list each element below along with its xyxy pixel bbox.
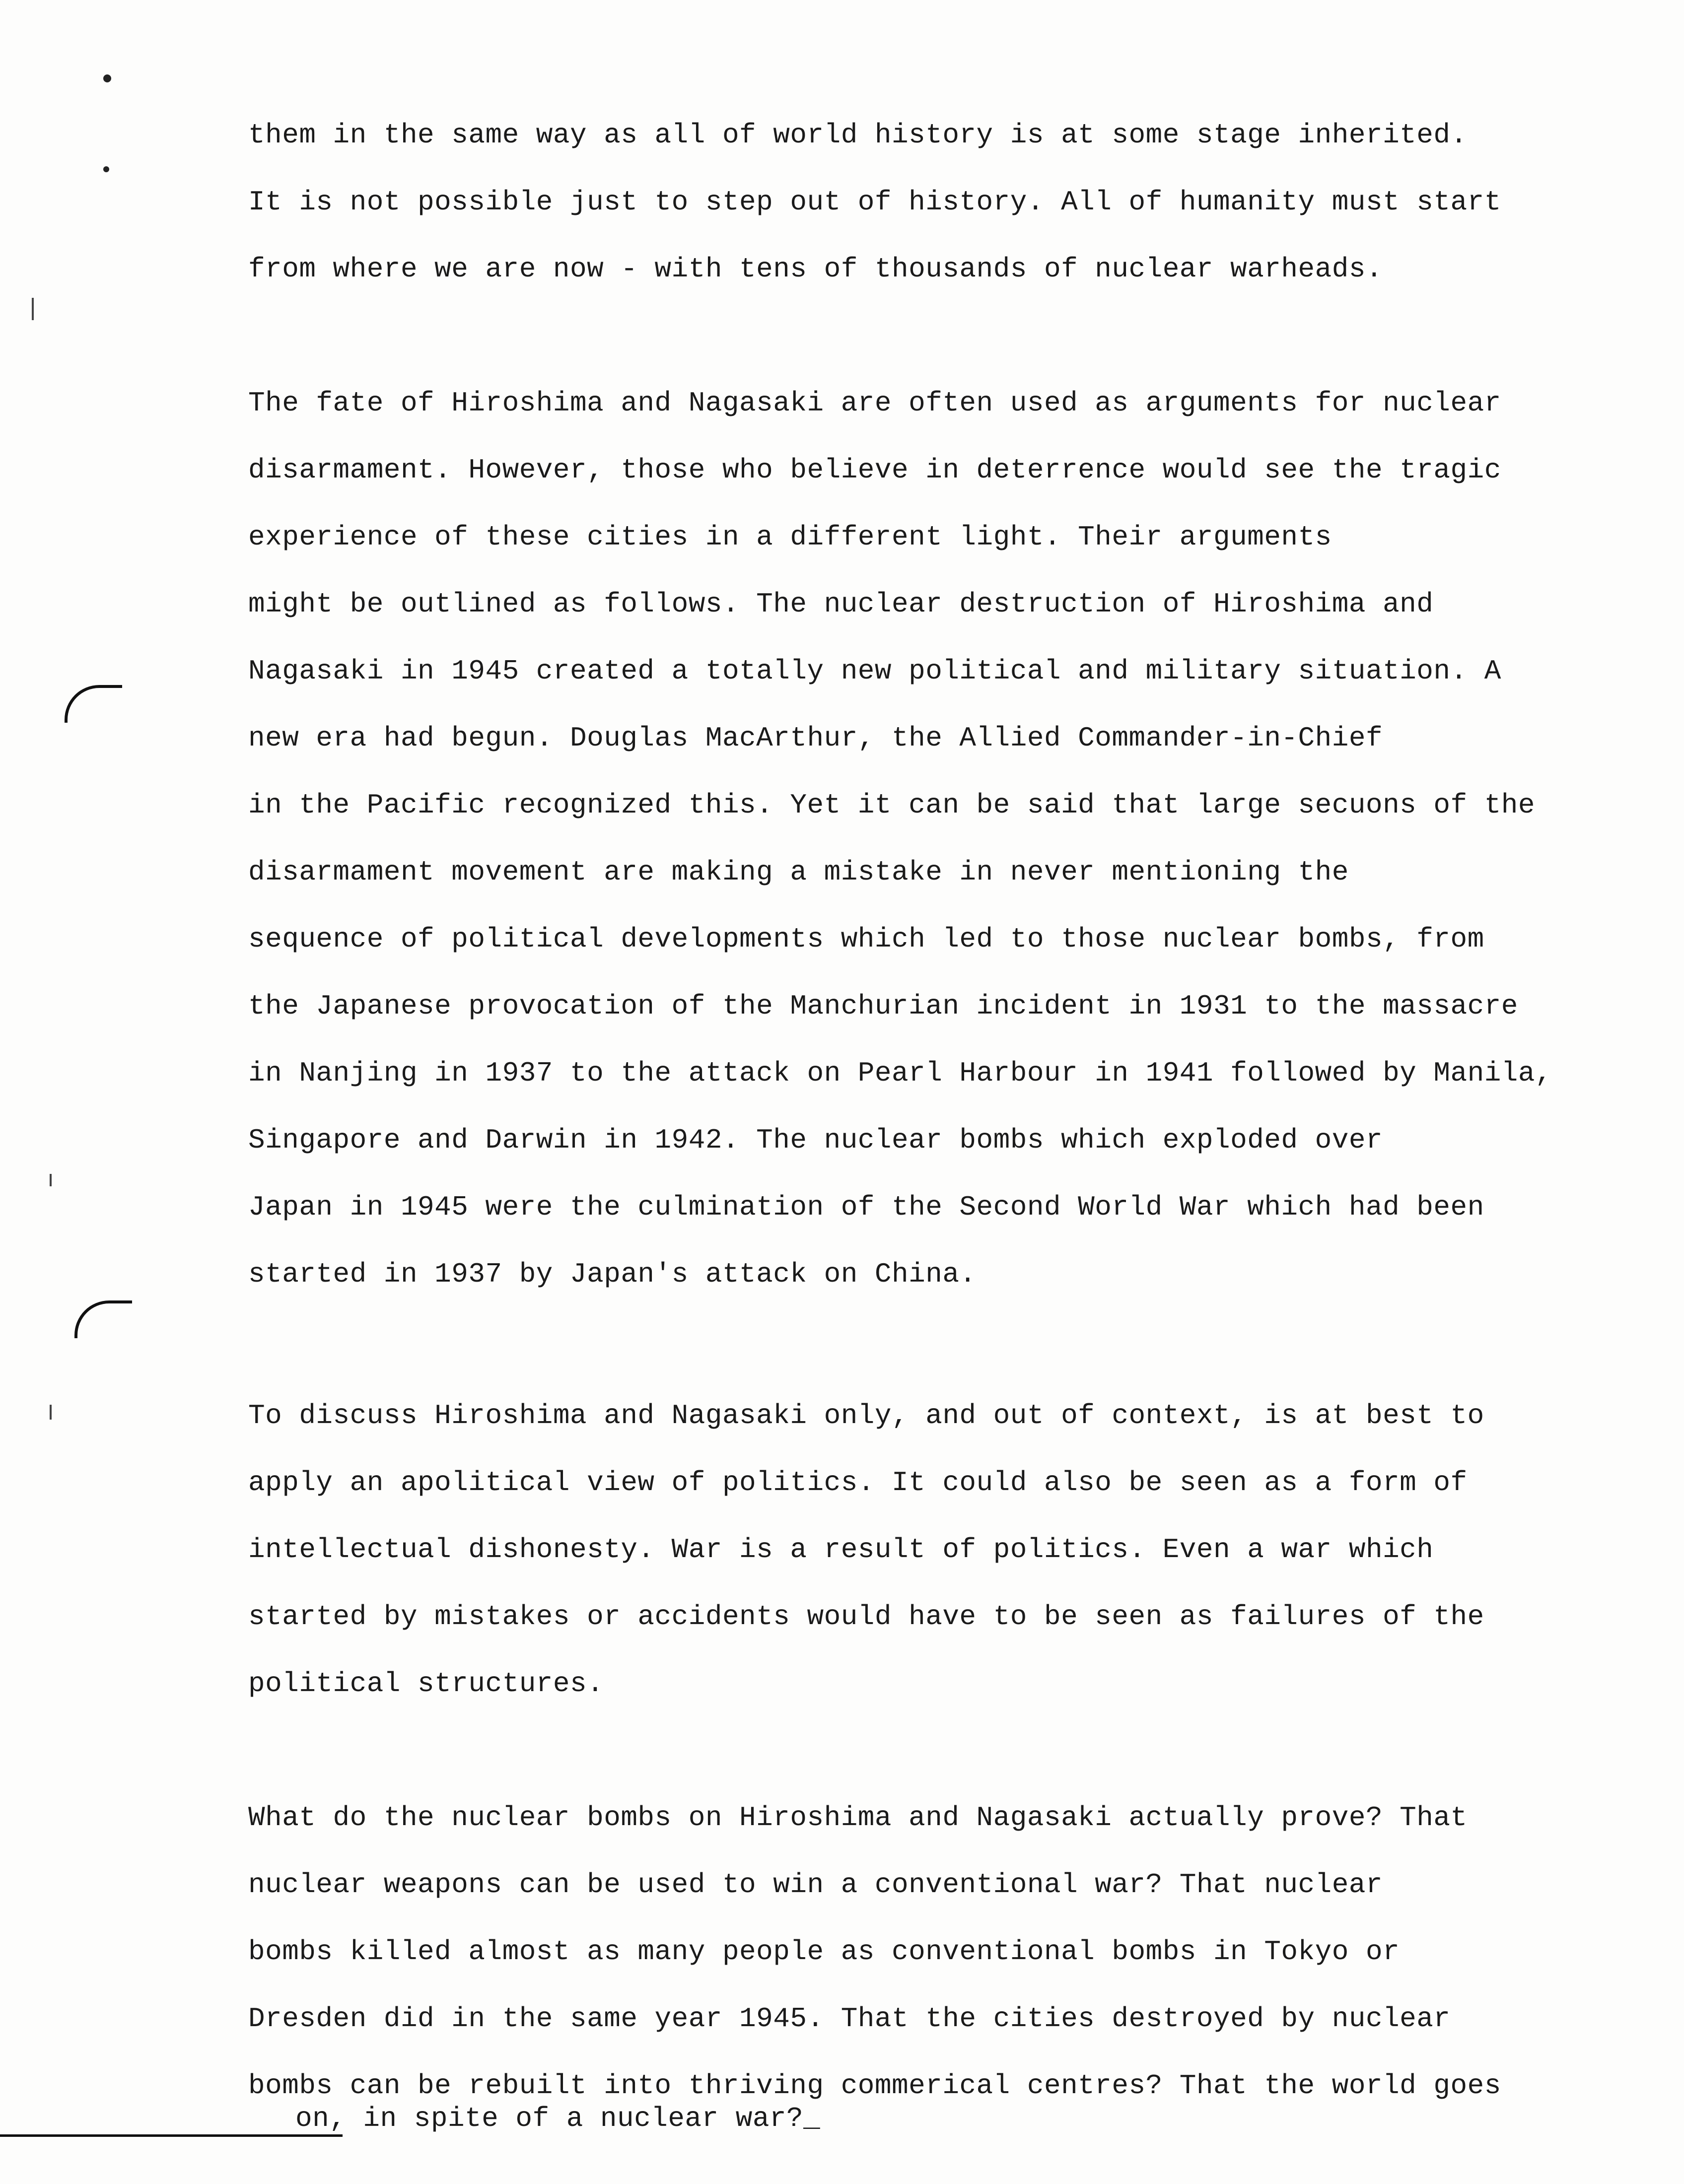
text-line: them in the same way as all of world history is at some stage inherited.: [248, 119, 1468, 151]
text-line: Dresden did in the same year 1945. That the cities destroyed by nuclear: [248, 2003, 1451, 2035]
scan-mark: [50, 1405, 52, 1420]
text-line: might be outlined as follows. The nuclear destruction of Hiroshima and: [248, 588, 1434, 620]
paragraph: [248, 1784, 1589, 2119]
scan-dot: [103, 74, 111, 82]
text-line: To discuss Hiroshima and Nagasaki only, and out of context, is at best to: [248, 1400, 1484, 1432]
text-line: started by mistakes or accidents would have to be seen as failures of the: [248, 1601, 1484, 1633]
text-line: bombs can be rebuilt into thriving commerical centres? That the world goes: [248, 2070, 1501, 2102]
text-line: What do the nuclear bombs on Hiroshima and Nagasaki actually prove? That: [248, 1802, 1468, 1834]
scan-mark: [32, 298, 34, 320]
footnote-rule: [0, 2134, 343, 2137]
text-line: apply an apolitical view of politics. It could also be seen as a form of: [248, 1467, 1468, 1499]
text-line: new era had begun. Douglas MacArthur, the Allied Commander-in-Chief: [248, 722, 1383, 754]
text-line: started in 1937 by Japan's attack on China.: [248, 1258, 977, 1290]
text-line: sequence of political developments which led to those nuclear bombs, from: [248, 923, 1484, 955]
text-line: It is not possible just to step out of history. All of humanity must start: [248, 186, 1501, 218]
text-line: disarmament movement are making a mistake in never mentioning the: [248, 856, 1349, 888]
text-line: Japan in 1945 were the culmination of the Second World War which had been: [248, 1191, 1484, 1223]
text-line: in Nanjing in 1937 to the attack on Pearl Harbour in 1941 followed by Manila,: [248, 1057, 1552, 1089]
paragraph: [248, 370, 1589, 1308]
text-line: Nagasaki in 1945 created a totally new political and military situation. A: [248, 655, 1501, 687]
text-line: in the Pacific recognized this. Yet it can be said that large secuons of the: [248, 789, 1536, 821]
text-line: Singapore and Darwin in 1942. The nuclear bombs which exploded over: [248, 1124, 1383, 1156]
final-text-line: on, in spite of a nuclear war?_: [295, 2103, 821, 2134]
text-line: from where we are now - with tens of thousands of nuclear warheads.: [248, 253, 1383, 285]
margin-bracket-mark: [74, 1300, 132, 1338]
paragraph: [248, 1382, 1589, 1717]
paragraph: [248, 102, 1589, 303]
scan-dot: [103, 166, 109, 172]
text-line: bombs killed almost as many people as conventional bombs in Tokyo or: [248, 1936, 1400, 1968]
margin-bracket-mark: [65, 685, 122, 723]
text-line: The fate of Hiroshima and Nagasaki are often used as arguments for nuclear: [248, 387, 1501, 419]
text-line: the Japanese provocation of the Manchurian incident in 1931 to the massacre: [248, 990, 1518, 1022]
text-line: disarmament. However, those who believe in deterrence would see the tragic: [248, 454, 1501, 486]
text-line: experience of these cities in a different light. Their arguments: [248, 521, 1332, 553]
scan-mark: [50, 1174, 52, 1186]
text-line: political structures.: [248, 1668, 604, 1700]
text-line: intellectual dishonesty. War is a result of politics. Even a war which: [248, 1534, 1434, 1566]
text-line: nuclear weapons can be used to win a conventional war? That nuclear: [248, 1869, 1383, 1901]
